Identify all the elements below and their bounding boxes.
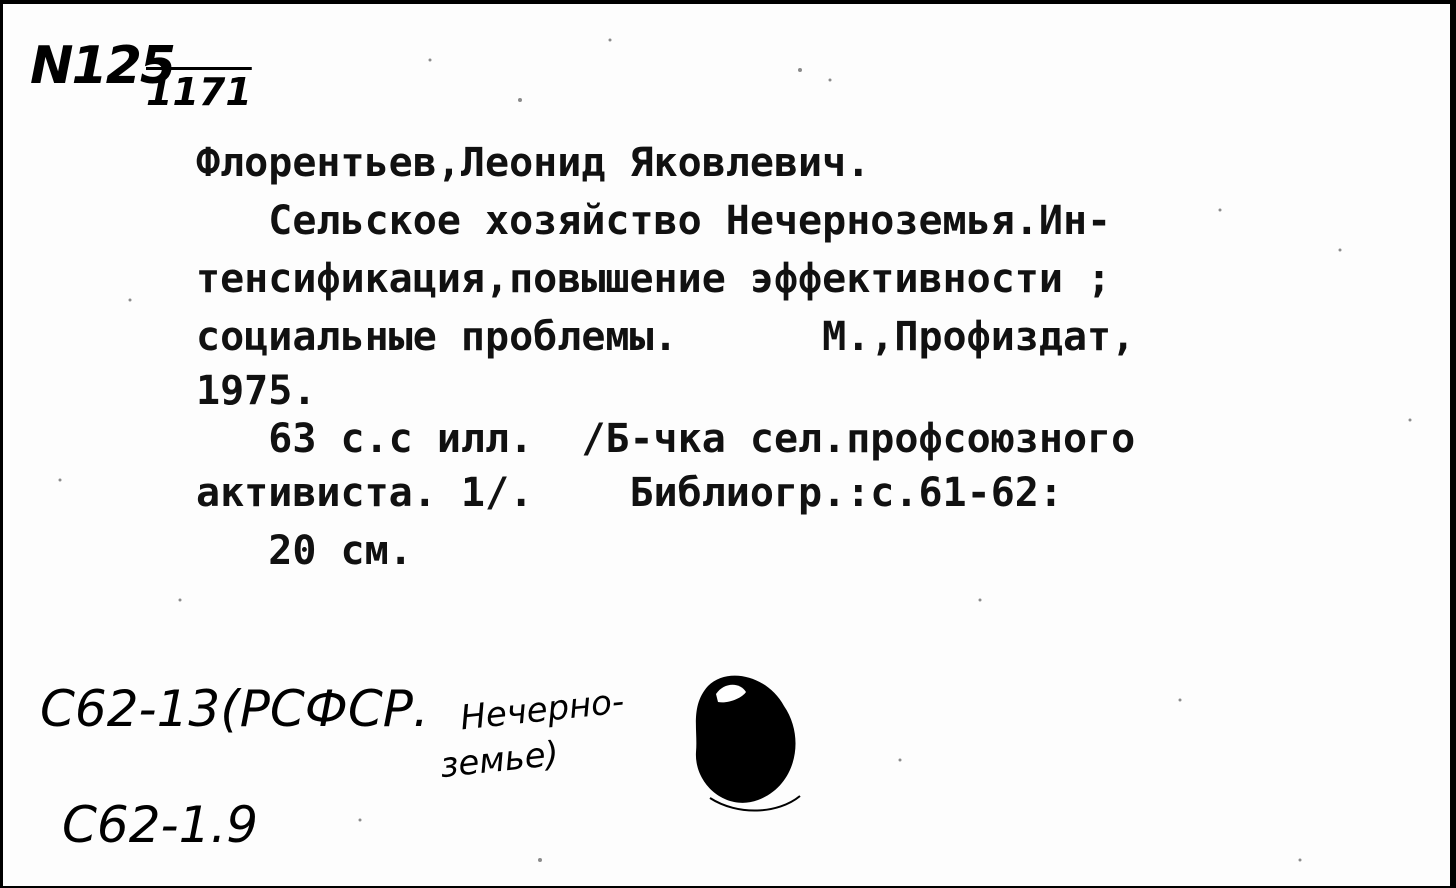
entry-line-title-cont: тенсификация,повышение эффективности ; xyxy=(196,256,1112,302)
classification-note-line-1: Нечерно- xyxy=(458,681,627,739)
entry-line-author: Флорентьев,Леонид Яковлевич. xyxy=(196,140,871,186)
entry-line-publisher: социальные проблемы. М.,Профиздат, xyxy=(196,314,1136,360)
entry-line-bibliography: активиста. 1/. Библиогр.:с.61-62: xyxy=(196,470,1063,516)
entry-line-title: Сельское хозяйство Нечерноземья.Ин- xyxy=(196,198,1112,244)
classification-code-2: С62-1.9 xyxy=(62,796,259,854)
entry-line-size: 20 см. xyxy=(196,528,413,574)
classification-code-1: С62-13(РСФСР. xyxy=(40,680,429,738)
entry-line-pages-series: 63 с.с илл. /Б-чка сел.профсоюзного xyxy=(196,416,1136,462)
entry-line-year: 1975. xyxy=(196,368,317,414)
call-number-sub: 1171 xyxy=(146,70,252,114)
call-number: N125 xyxy=(30,36,175,96)
classification-note-line-2: земье) xyxy=(438,733,561,787)
